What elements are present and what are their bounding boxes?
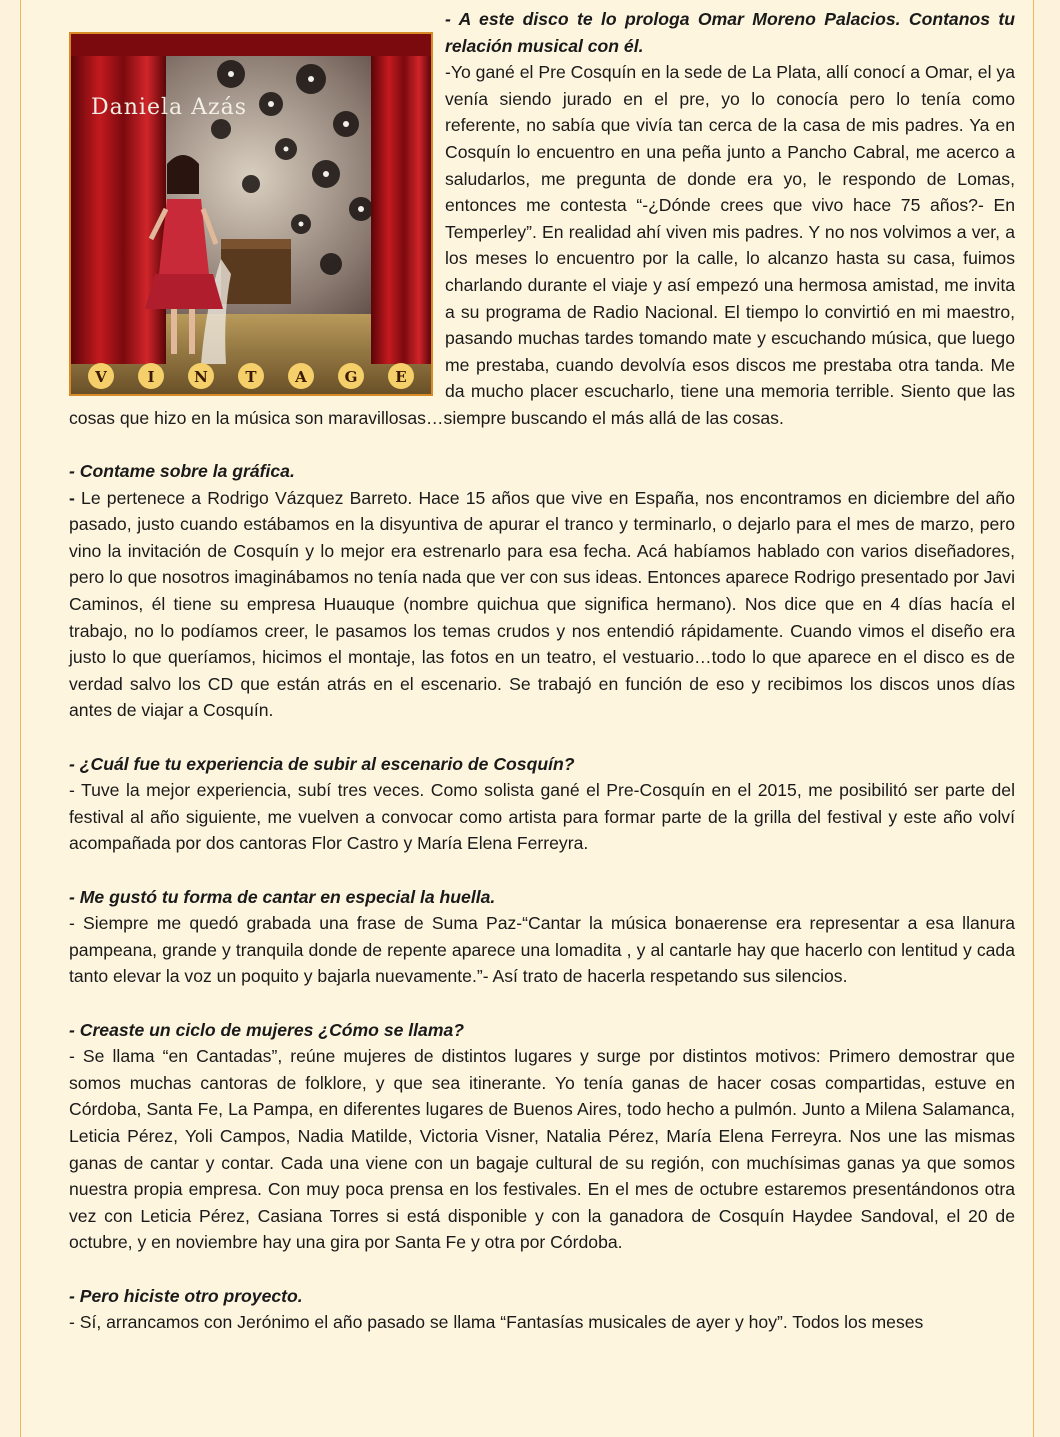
answer-text: - Siempre me quedó grabada una frase de Suma Paz-“Cantar la música bonaerense era representar a esa llanura pampeana, grande y tranquila donde de repente aparece una lomadita , y al cantarle hay que hacerlo con lentitud y cada tanto elevar la voz un poquito y bajarla nuevamente.”- Así trato de hacerla respetando sus silencios. xyxy=(69,913,1015,987)
qa-block-6 xyxy=(69,1283,1015,1336)
svg-text:T: T xyxy=(245,368,257,386)
answer-lead: - xyxy=(69,487,82,508)
svg-text:E: E xyxy=(395,368,407,386)
answer-text: -Yo gané el Pre Cosquín en la sede de La Plata, allí conocí a Omar, el ya venía siendo jurado en el pre, yo lo conocía pero lo tenía como referente, no sabía que vivía tan cerca de la casa de mis padres. Ya en Cosquín lo encuentro en una peña junto a Pancho Cabral, me acerco a saludarlos, me pregunta de donde era yo, le respondo de Lomas, entonces me contesta “-¿Dónde crees que vivo hace 75 años?- En Temperley”. En realidad ahí viven mis padres. Y no nos volvimos a ver, a los meses lo encuentro por la calle, lo alcanzo hasta su casa, fuimos charlando durante el viaje y así empezó una hermosa amistad, me invita a su programa de Radio Nacional. El tiempo lo convirtió en mi maestro, pasando muchas tardes tomando mate y escuchando música, que luego me prestaba, cuando devolvía esos discos me prestaba otra tanda. Me da mucho placer escucharlo, tiene una memoria terrible. Siento que las cosas que hizo en la música son maravillosas…siempre buscando el más allá de las cosas. xyxy=(69,62,1015,428)
answer-body: Le pertenece a Rodrigo Vázquez Barreto. Hace 15 años que vive en España, nos encontramos en diciembre del año pasado, justo cuando estábamos en la disyuntiva de apurar el tranco y terminarlo, o dejarlo para el mes de marzo, pero vino la invitación de Cosquín y lo mejor era estrenarlo para esa fecha. Acá habíamos hablado con varios diseñadores, pero lo que nosotros imaginábamos no tenía nada que ver con sus ideas. Entonces aparece Rodrigo presentado por Javi Caminos, él tiene su empresa Huauque (nombre quichua que significa hermano). Nos dice que en 4 días hacía el trabajo, no lo podíamos creer, le pasamos los temas crudos y nos entendió rápidamente. Cuando vimos el diseño era justo lo que queríamos, hicimos el montaje, las fotos en un teatro, el vestuario…todo lo que aparece en el disco es de verdad salvo los CD que están atrás en el escenario. Se trabajó en función de eso y recibimos los discos unos días antes de viajar a Cosquín. xyxy=(69,487,1015,721)
badge-letter xyxy=(388,363,414,389)
qa-block-5 xyxy=(69,1017,1015,1256)
qa-block-4 xyxy=(69,884,1015,990)
svg-text:N: N xyxy=(194,368,208,386)
answer-text: - Tuve la mejor experiencia, subí tres veces. Como solista gané el Pre-Cosquín en el 2015, me posibilitó ser parte del festival al año siguiente, me vuelven a convocar como artista para formar parte de la grilla del festival y este año volví acompañada por dos cantoras Flor Castro y María Elena Ferreyra. xyxy=(69,780,1015,854)
badge-letter xyxy=(88,363,114,389)
qa-block-2 xyxy=(69,458,1015,724)
answer-text: - Sí, arrancamos con Jerónimo el año pasado se llama “Fantasías musicales de ayer y hoy”. Todos los meses xyxy=(69,1312,924,1333)
badge-letter xyxy=(288,363,314,389)
question-text: - ¿Cuál fue tu experiencia de subir al escenario de Cosquín? xyxy=(69,753,575,774)
album-cover-art xyxy=(71,34,431,394)
badge-letter xyxy=(188,363,214,389)
badge-letter xyxy=(238,363,264,389)
question-text: - A este disco te lo prologa Omar Moreno Palacios. Contanos tu relación musical con él. xyxy=(445,9,1015,56)
question-text: - Creaste un ciclo de mujeres ¿Cómo se llama? xyxy=(69,1019,465,1040)
qa-block-3 xyxy=(69,751,1015,857)
article-body xyxy=(69,6,1015,1362)
question-text: - Contame sobre la gráfica. xyxy=(69,461,295,482)
svg-text:G: G xyxy=(344,368,358,386)
answer-text xyxy=(69,485,1015,724)
qa-block-1 xyxy=(69,6,1015,432)
question-text: - Me gustó tu forma de cantar en especial la huella. xyxy=(69,886,496,907)
magazine-page xyxy=(20,0,1034,1437)
album-artist-name: Daniela Azás xyxy=(91,95,248,120)
svg-text:V: V xyxy=(95,368,107,386)
answer-text: - Se llama “en Cantadas”, reúne mujeres de distintos lugares y surge por distintos motivos: Primero demostrar que somos muchas cantoras de folklore, y que sea itinerante. Yo tenía ganas de hacer cosas compartidas, estuve en Córdoba, Santa Fe, La Pampa, en diferentes lugares de Buenos Aires, todo hecho a pulmón. Junto a Milena Salamanca, Leticia Pérez, Yoli Campos, Nadia Matilde, Victoria Visner, Natalia Pérez, María Elena Ferreyra. Nos une las mismas ganas de cantar y contar. Cada una viene con un bagaje cultural de su región, con muchísimas ganas ya que somos nuestra propia empresa. Con muy poca prensa en los festivales. En el mes de octubre estaremos presentándonos otra vez con Leticia Pérez, Casiana Torres si está disponible y con la ganadora de Cosquín Haydee Sandoval, el 20 de octubre, y en noviembre hay una gira por Santa Fe y otra por Córdoba. xyxy=(69,1046,1015,1253)
album-cover xyxy=(69,32,433,396)
svg-text:I: I xyxy=(147,368,155,386)
question-text: - Pero hiciste otro proyecto. xyxy=(69,1285,303,1306)
badge-letter xyxy=(138,363,164,389)
badge-letter xyxy=(338,363,364,389)
svg-text:A: A xyxy=(295,368,307,386)
